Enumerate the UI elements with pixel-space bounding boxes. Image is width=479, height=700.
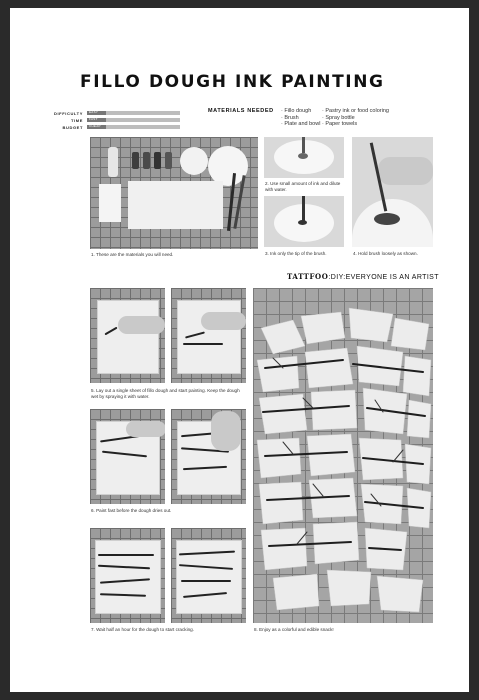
hand-image (378, 157, 433, 185)
cracked-fillo-image (253, 288, 433, 623)
paper-towel-image (99, 184, 121, 222)
time-bar (87, 118, 180, 122)
photo-ink-tip (264, 196, 344, 247)
ink-splatter-image (374, 213, 400, 225)
fillo-sheet-image (95, 540, 161, 614)
tagline (287, 272, 439, 281)
material-item: · Plate and bowl (281, 121, 321, 127)
photo-materials (90, 137, 258, 249)
caption-step-2: 2. Use small amount of ink and dilute with water. (265, 181, 341, 192)
tagline-brand: TATTFOO (287, 272, 329, 281)
ink-bottle-image (154, 152, 161, 169)
caption-step-1: 1. These are the materials you will need. (91, 252, 174, 257)
photo-hold-brush (352, 137, 433, 247)
photo-lay-dough-1 (90, 288, 165, 383)
spray-bottle-image (108, 147, 118, 177)
material-item: · Brush (281, 114, 299, 121)
ink-stroke-image (98, 554, 154, 556)
ink-stroke-image (183, 343, 223, 345)
caption-step-6: 6. Paint fast before the dough dries out. (91, 508, 172, 513)
bowl-image (180, 147, 208, 175)
fillo-sheet-image (97, 300, 159, 374)
difficulty-level: EASY (89, 110, 99, 114)
photo-cracking-2 (171, 528, 246, 623)
ink-stroke-image (181, 580, 231, 582)
ink-puddle-image (298, 153, 308, 159)
time-label: TIME (71, 118, 83, 123)
photo-paint-fast-2 (171, 409, 246, 504)
materials-list-1 (281, 108, 320, 128)
material-item: · Fillo dough (281, 108, 312, 114)
budget-label: BUDGET (62, 125, 83, 130)
caption-step-5: 5. Lay out a single sheet of fillo dough and start painting. Keep the dough wet by spraying it with water. (91, 388, 240, 399)
ink-puddle-image (298, 220, 307, 225)
hand-image (201, 312, 246, 330)
fillo-dough-image (128, 181, 223, 229)
materials-list-2 (322, 108, 389, 128)
hand-image (211, 411, 241, 451)
photo-paint-fast-1 (90, 409, 165, 504)
difficulty-bar (87, 111, 180, 115)
materials-heading: MATERIALS NEEDED (208, 108, 274, 114)
ink-bottle-image (165, 152, 172, 169)
budget-level: CHEAP (89, 124, 101, 128)
difficulty-label: DIFFICULTY (53, 111, 83, 116)
photo-cracking-1 (90, 528, 165, 623)
hand-image (118, 316, 165, 334)
material-item: · Pastry ink or food coloring (322, 108, 389, 114)
hand-image (126, 421, 165, 437)
caption-step-4: 4. Hold brush loosely as shown. (353, 251, 418, 256)
photo-dilute-ink (264, 137, 344, 178)
ink-dropper-image (302, 137, 305, 153)
ink-bottle-image (132, 152, 139, 169)
caption-step-3: 3. Ink only the tip of the brush. (265, 251, 327, 256)
ink-bottle-image (143, 152, 150, 169)
material-item: · Spray bottle (322, 114, 355, 121)
brush-image (302, 196, 305, 222)
budget-bar (87, 125, 180, 129)
material-item: · Paper towels (322, 121, 358, 127)
caption-step-8: 8. Enjoy as a colorful and edible snack! (254, 627, 334, 632)
photo-enjoy-snack (253, 288, 433, 623)
photo-lay-dough-2 (171, 288, 246, 383)
caption-step-7: 7. Wait half an hour for the dough to start cracking. (91, 627, 194, 632)
time-level: FAST (89, 117, 98, 121)
tagline-text: :DIY:EVERYONE IS AN ARTIST (328, 274, 439, 281)
page-title: FILLO DOUGH INK PAINTING (80, 72, 385, 92)
